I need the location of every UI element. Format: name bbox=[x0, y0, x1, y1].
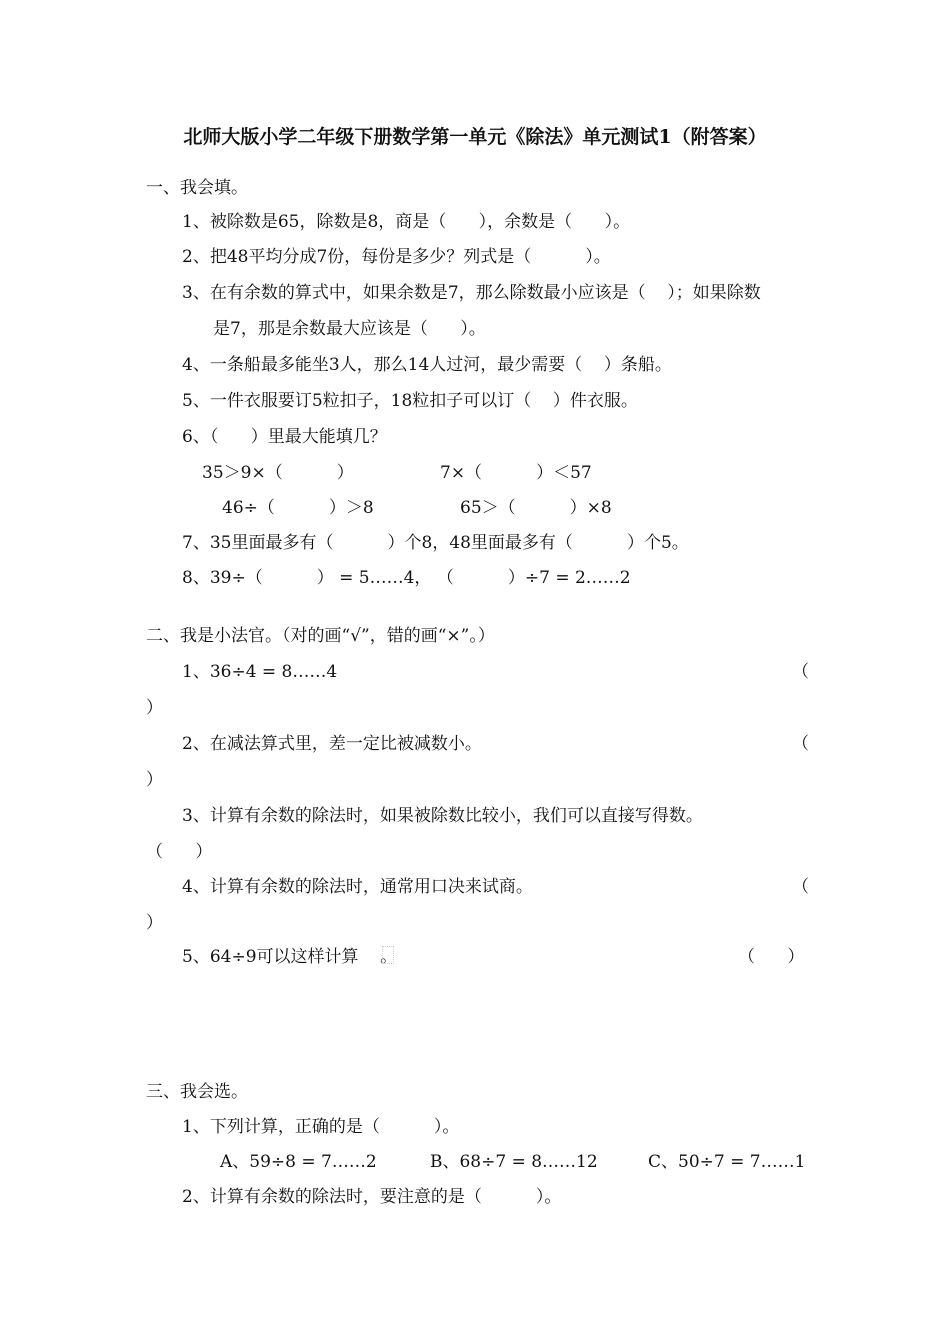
s1-question-1: 1、被除数是65，除数是8，商是（ ），余数是（ ）。 bbox=[182, 212, 631, 232]
calculation-image-placeholder bbox=[382, 946, 394, 964]
s2-question-3: 3、计算有余数的除法时，如果被除数比较小，我们可以直接写得数。 bbox=[182, 806, 703, 826]
s1-question-6c: 46÷（ ）＞8 bbox=[222, 498, 374, 518]
s1-question-6d: 65＞（ ）×8 bbox=[460, 498, 612, 518]
s3-q1-option-b: B、68÷7 = 8……12 bbox=[430, 1152, 598, 1172]
s1-question-4: 4、一条船最多能坐3人，那么14人过河，最少需要（ ）条船。 bbox=[182, 355, 672, 375]
s1-question-6: 6、（ ）里最大能填几？ bbox=[182, 427, 387, 447]
s3-question-1: 1、下列计算，正确的是（ ）。 bbox=[182, 1117, 460, 1137]
s2-question-4: 4、计算有余数的除法时，通常用口决来试商。 bbox=[182, 877, 533, 897]
s2-question-5: 5、64÷9可以这样计算 。 bbox=[182, 947, 398, 967]
s1-question-3-line-2: 是7，那是余数最大应该是（ ）。 bbox=[213, 319, 486, 339]
s2-q4-paren-close: ） bbox=[146, 913, 163, 933]
s2-q2-paren-close: ） bbox=[146, 770, 163, 790]
s3-q1-option-c: C、50÷7 = 7……1 bbox=[648, 1152, 806, 1172]
s3-question-2: 2、计算有余数的除法时，要注意的是（ ）。 bbox=[182, 1187, 562, 1207]
page-title: 北师大版小学二年级下册数学第一单元《除法》单元测试1（附答案） bbox=[183, 126, 767, 148]
s3-q1-option-a: A、59÷8 = 7……2 bbox=[220, 1152, 377, 1172]
s1-question-6a: 35＞9×（ ） bbox=[202, 463, 354, 483]
s1-question-5: 5、一件衣服要订5粒扣子，18粒扣子可以订（ ）件衣服。 bbox=[182, 391, 638, 411]
s1-question-6b: 7×（ ）＜57 bbox=[440, 463, 592, 483]
section2-heading: 二、我是小法官。（对的画“√”，错的画“×”。） bbox=[146, 626, 495, 646]
s2-question-1: 1、36÷4 = 8……4 bbox=[182, 662, 338, 682]
s2-q5-parens: （ ） bbox=[738, 947, 805, 967]
s2-q1-paren-open: （ bbox=[792, 662, 809, 682]
s1-question-2: 2、把48平均分成7份，每份是多少？列式是（ ）。 bbox=[182, 247, 611, 267]
s2-q4-paren-open: （ bbox=[792, 877, 809, 897]
s2-question-2: 2、在减法算式里，差一定比被减数小。 bbox=[182, 734, 482, 754]
s2-q3-parens: （ ） bbox=[146, 842, 213, 862]
s2-q1-paren-close: ） bbox=[146, 698, 163, 718]
s2-q2-paren-open: （ bbox=[792, 734, 809, 754]
s1-question-7: 7、35里面最多有（ ）个8，48里面最多有（ ）个5。 bbox=[182, 533, 689, 553]
s1-question-3-line-1: 3、在有余数的算式中，如果余数是7，那么除数最小应该是（ ）；如果除数 bbox=[182, 283, 761, 303]
s1-question-8: 8、39÷（ ） = 5……4， （ ）÷7 = 2……2 bbox=[182, 568, 631, 588]
section3-heading: 三、我会选。 bbox=[146, 1082, 248, 1102]
section1-heading: 一、我会填。 bbox=[146, 178, 248, 198]
